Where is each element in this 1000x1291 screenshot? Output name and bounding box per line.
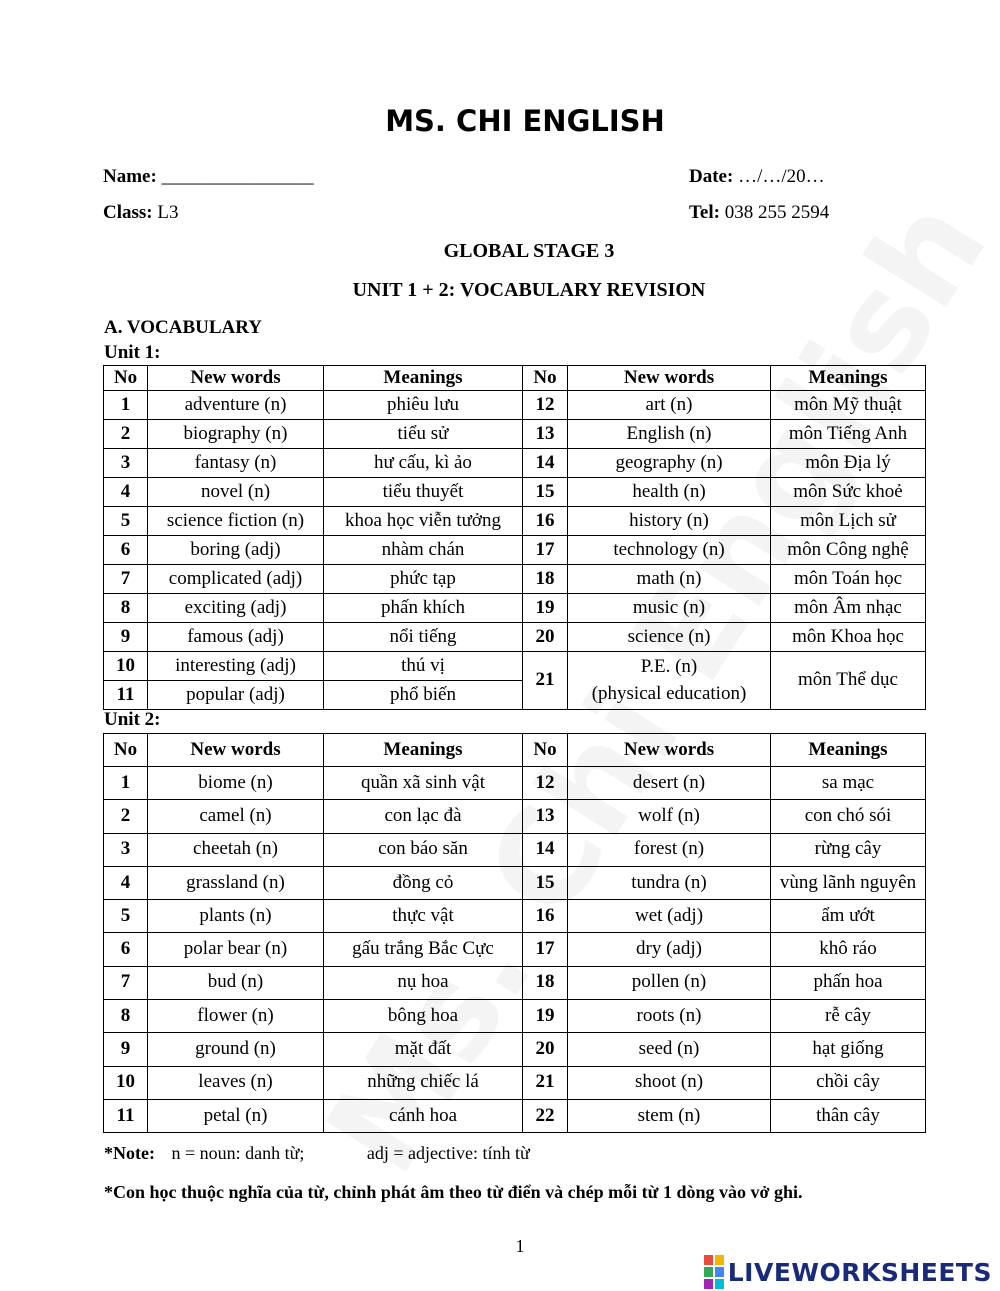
meaning-cell: môn Thể dục [771,652,926,710]
date-value: …/…/20… [738,166,825,187]
meaning-cell: môn Lịch sử [771,507,926,536]
word-cell: stem (n) [568,1099,771,1132]
word-cell: biome (n) [148,767,324,800]
row-number: 10 [104,652,148,681]
table-row [104,478,926,507]
table-row [104,594,926,623]
word-cell: roots (n) [568,1000,771,1033]
word-cell: biography (n) [148,420,324,449]
meaning-cell: thú vị [324,652,523,681]
row-number: 13 [523,420,568,449]
row-number: 17 [523,536,568,565]
word-cell: art (n) [568,391,771,420]
meaning-cell: nụ hoa [324,966,523,999]
meaning-cell: nổi tiếng [324,623,523,652]
row-number: 2 [104,420,148,449]
note-adj: adj = adjective: tính từ [366,1143,530,1163]
word-cell: camel (n) [148,800,324,833]
meaning-cell: thân cây [771,1099,926,1132]
word-cell: novel (n) [148,478,324,507]
word-cell: exciting (adj) [148,594,324,623]
logo-square [704,1255,713,1265]
stage-heading: GLOBAL STAGE 3 [443,240,615,262]
row-number: 16 [523,900,568,933]
name-label: Name: [103,166,157,187]
table-row [104,1033,926,1066]
table-row [104,767,926,800]
word-cell: desert (n) [568,767,771,800]
row-number: 21 [523,652,568,710]
row-number: 14 [523,449,568,478]
row-number: 18 [523,966,568,999]
word-cell: forest (n) [568,833,771,866]
meaning-cell: phổ biến [324,681,523,710]
word-cell: music (n) [568,594,771,623]
row-number: 14 [523,833,568,866]
meaning-cell: khô ráo [771,933,926,966]
word-cell: history (n) [568,507,771,536]
table-row [104,933,926,966]
page-number: 1 [515,1236,525,1256]
col-header-no: No [104,366,148,391]
row-number: 3 [104,833,148,866]
row-number: 12 [523,767,568,800]
word-cell: science fiction (n) [148,507,324,536]
row-number: 4 [104,866,148,899]
unit2-label: Unit 2: [104,709,161,730]
col-header-meanings: Meanings [771,734,926,767]
col-header-meanings: Meanings [771,366,926,391]
table-row [104,652,926,681]
table-row [104,1000,926,1033]
row-number: 11 [104,1099,148,1132]
meaning-cell: hư cấu, kì ảo [324,449,523,478]
row-number: 9 [104,1033,148,1066]
date-label: Date: [689,166,734,187]
row-number: 20 [523,623,568,652]
row-number: 4 [104,478,148,507]
meaning-cell: con chó sói [771,800,926,833]
row-number: 21 [523,1066,568,1099]
row-number: 11 [104,681,148,710]
word-cell: pollen (n) [568,966,771,999]
meaning-cell: phấn khích [324,594,523,623]
word-cell: leaves (n) [148,1066,324,1099]
row-number: 2 [104,800,148,833]
study-instruction: *Con học thuộc nghĩa của từ, chỉnh phát âm theo từ điển và chép mỗi từ 1 dòng vào vở ghi. [104,1182,803,1202]
row-number: 20 [523,1033,568,1066]
row-number: 3 [104,449,148,478]
word-cell: tundra (n) [568,866,771,899]
meaning-cell: rừng cây [771,833,926,866]
tel-value: 038 255 2594 [724,202,830,223]
row-number: 12 [523,391,568,420]
word-cell: wet (adj) [568,900,771,933]
word-cell: fantasy (n) [148,449,324,478]
meaning-cell: rễ cây [771,1000,926,1033]
col-header-meanings: Meanings [324,734,523,767]
word-cell: dry (adj) [568,933,771,966]
table-row [104,800,926,833]
row-number: 18 [523,565,568,594]
unit1-header-row [104,366,926,391]
note-noun: n = noun: danh từ; [171,1143,305,1163]
col-header-new-words: New words [148,734,324,767]
col-header-no: No [523,734,568,767]
word-cell [568,652,771,710]
section-a-heading: A. VOCABULARY [104,317,263,338]
word-cell: plants (n) [148,900,324,933]
row-number: 1 [104,767,148,800]
word-cell: polar bear (n) [148,933,324,966]
row-number: 5 [104,900,148,933]
meaning-cell: gấu trắng Bắc Cực [324,933,523,966]
name-field [103,166,314,188]
meaning-cell: đồng cỏ [324,866,523,899]
meaning-cell: môn Tiếng Anh [771,420,926,449]
row-number: 16 [523,507,568,536]
word-line-2: (physical education) [591,682,747,704]
meaning-cell: con lạc đà [324,800,523,833]
logo-square [704,1267,713,1277]
row-number: 15 [523,478,568,507]
meaning-cell: cánh hoa [324,1099,523,1132]
tel-field [689,202,829,224]
meaning-cell: môn Sức khoẻ [771,478,926,507]
unit1-table [103,365,926,710]
row-number: 7 [104,565,148,594]
table-row [104,507,926,536]
table-row [104,623,926,652]
table-row [104,966,926,999]
unit2-header-row [104,734,926,767]
col-header-new-words: New words [148,366,324,391]
meaning-cell: phức tạp [324,565,523,594]
table-row [104,420,926,449]
meaning-cell: chồi cây [771,1066,926,1099]
meaning-cell: nhàm chán [324,536,523,565]
table-row [104,900,926,933]
word-cell: ground (n) [148,1033,324,1066]
table-row [104,1066,926,1099]
row-number: 8 [104,1000,148,1033]
meaning-cell: khoa học viễn tưởng [324,507,523,536]
row-number: 7 [104,966,148,999]
logo-square [715,1279,724,1289]
word-cell: boring (adj) [148,536,324,565]
page-title: MS. CHI ENGLISH [385,104,665,138]
word-cell: seed (n) [568,1033,771,1066]
date-field [689,166,825,188]
logo-square [715,1267,724,1277]
word-cell: popular (adj) [148,681,324,710]
word-cell: flower (n) [148,1000,324,1033]
meaning-cell: phấn hoa [771,966,926,999]
table-row [104,565,926,594]
logo-square [704,1279,713,1289]
logo-text: LIVEWORKSHEETS [727,1257,992,1287]
logo-icon [704,1255,724,1289]
word-cell: complicated (adj) [148,565,324,594]
row-number: 10 [104,1066,148,1099]
class-value: L3 [157,202,179,223]
table-row [104,536,926,565]
meaning-cell: môn Âm nhạc [771,594,926,623]
unit1-label: Unit 1: [104,342,161,363]
meaning-cell: vùng lãnh nguyên [771,866,926,899]
meaning-cell: tiểu thuyết [324,478,523,507]
table-row [104,391,926,420]
meaning-cell: những chiếc lá [324,1066,523,1099]
word-cell: health (n) [568,478,771,507]
word-cell: famous (adj) [148,623,324,652]
word-cell: cheetah (n) [148,833,324,866]
row-number: 8 [104,594,148,623]
row-number: 5 [104,507,148,536]
meaning-cell: phiêu lưu [324,391,523,420]
word-cell: adventure (n) [148,391,324,420]
meaning-cell: sa mạc [771,767,926,800]
word-cell: wolf (n) [568,800,771,833]
word-cell: English (n) [568,420,771,449]
meaning-cell: môn Toán học [771,565,926,594]
row-number: 22 [523,1099,568,1132]
row-number: 1 [104,391,148,420]
unit2-table [103,733,926,1133]
meaning-cell: quần xã sinh vật [324,767,523,800]
word-cell: math (n) [568,565,771,594]
col-header-no: No [523,366,568,391]
meaning-cell: môn Địa lý [771,449,926,478]
logo-square [715,1255,724,1265]
meaning-cell: con báo săn [324,833,523,866]
word-cell: shoot (n) [568,1066,771,1099]
name-blank: ________________ [161,166,314,187]
row-number: 15 [523,866,568,899]
meaning-cell: bông hoa [324,1000,523,1033]
row-number: 13 [523,800,568,833]
table-row [104,866,926,899]
meaning-cell: mặt đất [324,1033,523,1066]
col-header-no: No [104,734,148,767]
meaning-cell: hạt giống [771,1033,926,1066]
word-cell: bud (n) [148,966,324,999]
table-row [104,449,926,478]
word-cell: science (n) [568,623,771,652]
row-number: 17 [523,933,568,966]
table-row [104,833,926,866]
col-header-meanings: Meanings [324,366,523,391]
class-field [103,202,178,224]
note-label: *Note: [104,1143,155,1163]
meaning-cell: môn Mỹ thuật [771,391,926,420]
meaning-cell: thực vật [324,900,523,933]
class-label: Class: [103,202,153,223]
word-line-1: P.E. (n) [640,655,698,677]
tel-label: Tel: [689,202,720,223]
unit-heading: UNIT 1 + 2: VOCABULARY REVISION [352,279,706,301]
row-number: 6 [104,933,148,966]
word-cell: technology (n) [568,536,771,565]
meaning-cell: môn Công nghệ [771,536,926,565]
meaning-cell: ẩm ướt [771,900,926,933]
table-row [104,1099,926,1132]
word-cell: petal (n) [148,1099,324,1132]
liveworksheets-logo [704,1255,992,1289]
note-line [104,1143,530,1164]
meaning-cell: tiểu sử [324,420,523,449]
col-header-new-words: New words [568,734,771,767]
word-cell: grassland (n) [148,866,324,899]
col-header-new-words: New words [568,366,771,391]
row-number: 19 [523,1000,568,1033]
row-number: 6 [104,536,148,565]
row-number: 9 [104,623,148,652]
row-number: 19 [523,594,568,623]
word-cell: geography (n) [568,449,771,478]
meaning-cell: môn Khoa học [771,623,926,652]
word-cell: interesting (adj) [148,652,324,681]
